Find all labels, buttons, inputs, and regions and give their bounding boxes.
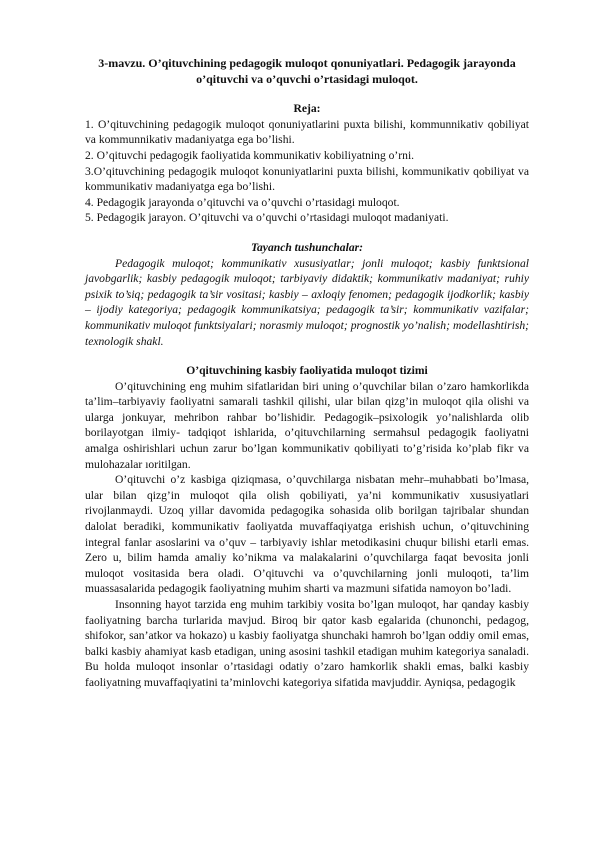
keywords-text: Pedagogik muloqot; kommunikativ xususiyatlar; jonli muloqot; kasbiy funktsional javobgarlik; kasbiy pedagogik muloqot; tarbiyaviy didaktik; kommunikativ madaniyat; ruhiy psixik to’siq; pedagogik ta’sir vositasi; kasbiy – axloqiy fenomen; pedagogik ijodkorlik; kasbiy – ijodiy kategoriya; pedagogik kommunikatsiya; pedagogik ta’sir; kommunikativ vazifalar; kommunikativ muloqot funktsiyalari; norasmiy muloqot; prognostik yo’nalish; modellashtirish; texnologik shakl. <box>85 256 529 348</box>
plan-item: 2. O’qituvchi pedagogik faoliyatida kommunikativ kobiliyatning o’rni. <box>85 148 415 162</box>
plan-item: 4. Pedagogik jarayonda o’qituvchi va o’quvchi o’rtasidagi muloqot. <box>85 195 400 209</box>
plan-item: 1. O’qituvchining pedagogik muloqot qonuniyatlarini puxta bilishi, kommunnikativ qobiliyat va kommunnikativ madaniyatga ega bo’lishi. <box>85 117 529 147</box>
body-paragraph: O’qituvchi o’z kasbiga qiziqmasa, o’quvchilarga nisbatan mehr–muhabbati bo’lmasa, ular bilan qizg’in muloqot qila olish qobiliyati, ya’ni kommunikativ xususiyatlari rivojlanmaydi. Uzoq yillar davomida pedagogika sohasida olib borilgan tajribalar shundan dalolat beradiki, kommunikativ faoliyatda muvaffaqiyatga erishish uchun, o’qituvchining integral fanlar asoslarini va o’quv – tarbiyaviy ishlar metodikasini chuqur bilishi etarli emas. Zero u, bilim hamda amaliy ko’nikma va malakalarini o’quvchilarga faqat bevosita jonli muloqot vositasida bera oladi. O’qituvchi va o’quvchilarning jonli muloqoti, ta’lim muassasalarida pedagogik faoliyatning muhim sharti va mazmuni sifatida namoyon bo’ladi. <box>85 473 529 596</box>
plan-item: 5. Pedagogik jarayon. O’qituvchi va o’quvchi o’rtasidagi muloqot madaniyati. <box>85 211 449 225</box>
document-title: 3-mavzu. O’qituvchining pedagogik muloqot qonuniyatlari. Pedagogik jarayonda o’qituvchi va o’quvchi o’rtasidagi muloqot. <box>98 56 516 86</box>
body-paragraph: Insonning hayot tarzida eng muhim tarkibiy vosita bo’lgan muloqot, har qanday kasbiy faoliyatning barcha turlarida mavjud. Biroq bir qator kasb egalarida (chunonchi, pedagog, shifokor, san’atkor va hokazo) u kasbiy faoliyatga shunchaki hamroh bo’lgan oddiy omil emas, balki kasbiy ahamiyat kasb etadigan, uning asosini tashkil etadigan muhim kategoriya sanaladi. Bu holda muloqot insonlar o’rtasidagi odatiy o’zaro hamkorlik shakli emas, balki kasbiy faoliyatning muvaffaqiyatini ta’minlovchi kategoriya sifatida mavjuddir. Ayniqsa, pedagogik <box>85 598 529 689</box>
document-body <box>85 56 529 691</box>
section-title: O’qituvchining kasbiy faoliyatida muloqot tizimi <box>186 364 428 378</box>
plan-heading: Reja: <box>293 102 321 116</box>
plan-item: 3.O’qituvchining pedagogik muloqot konuniyatlarini puxta bilishi, kommunikativ qobiliyat va kommunikativ madaniyatga ega bo’lishi. <box>85 164 529 194</box>
keywords-heading: Tayanch tushunchalar: <box>250 240 363 254</box>
body-paragraph: O’qituvchining eng muhim sifatlaridan biri uning o’quvchilar bilan o’zaro hamkorlikda ta’lim–tarbiyaviy faoliyatni samarali tashkil qilishi, ular bilan qizg’in muloqot qila olishi va ularga jonkuyar, mehribon rahbar bo’lishidir. Pedagogik–psixologik yo’nalishlarda olib borilayotgan ilmiy- tadqiqot ishlarida, o’qituvchilarning sermahsul pedagogik faoliyatni amalga oshirishlari uchun zarur bo’lgan kommunikativ qobiliyati to’g’risida ko’plab fikr va mulohazalar ıoritilgan. <box>85 379 529 471</box>
